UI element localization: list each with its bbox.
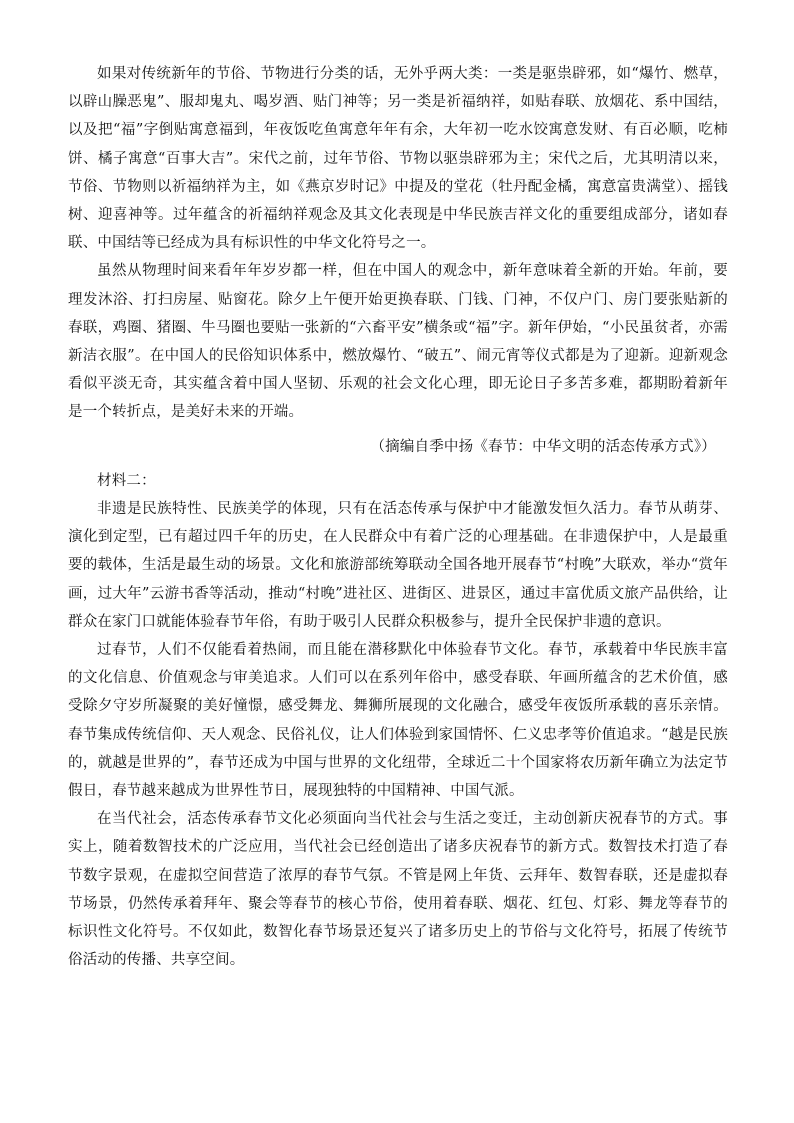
material2-paragraph-3: 在当代社会，活态传承春节文化必须面向当代社会与生活之变迁，主动创新庆祝春节的方式。事实上，随着数智技术的广泛应用，当代社会已经创造出了诸多庆祝春节的新方式。数智技术打造了春节数字景观，在虚拟空间营造了浓厚的春节气氛。不管是网上年货、云拜年、数智春联，还是虚拟春节场景，仍然传承着拜年、聚会等春节的核心节俗，使用着春联、烟花、红包、灯彩、舞龙等春节的标识性文化符号。不仅如此，数智化春节场景还复兴了诸多历史上的节俗与文化符号，拓展了传统节俗活动的传播、共享空间。 (68, 811, 728, 969)
material1-paragraph-1: 如果对传统新年的节俗、节物进行分类的话，无外乎两大类：一类是驱祟辟邪，如“爆竹、燃草，以辟山臊恶鬼”、服却鬼丸、喝岁酒、贴门神等；另一类是祈福纳祥，如贴春联、放烟花、系中国结，以及把“福”字倒贴寓意福到，年夜饭吃鱼寓意年年有余，大年初一吃水饺寓意发财、有百必顺，吃柿饼、橘子寓意“百事大吉”。宋代之前，过年节俗、节物以驱祟辟邪为主；宋代之后，尤其明清以来，节俗、节物则以祈福纳祥为主，如《燕京岁时记》中提及的堂花（牡丹配金橘，寓意富贵满堂）、摇钱树、迎喜神等。过年蕴含的祈福纳祥观念及其文化表现是中华民族吉祥文化的重要组成部分，诸如春联、中国结等已经成为具有标识性的中华文化符号之一。 (68, 66, 728, 252)
material1-source-citation: （摘编自季中扬《春节：中华文明的活态传承方式》） (370, 438, 716, 455)
material2-paragraph-2: 过春节，人们不仅能看着热闹，而且能在潜移默化中体验春节文化。春节，承载着中华民族丰富的文化信息、价值观念与审美追求。人们可以在系列年俗中，感受春联、年画所蕴含的艺术价值，感受除夕守岁所凝聚的美好憧憬，感受舞龙、舞狮所展现的文化融合，感受年夜饭所承载的喜乐亲情。春节集成传统信仰、天人观念、民俗礼仪，让人们体验到家国情怀、仁义忠孝等价值追求。“越是民族的，就越是世界的”，春节还成为中国与世界的文化纽带，全球近二十个国家将农历新年确立为法定节假日，春节越来越成为世界性节日，展现独特的中国精神、中国气派。 (68, 642, 728, 800)
material2-paragraph-1: 非遗是民族特性、民族美学的体现，只有在活态传承与保护中才能激发恒久活力。春节从萌芽、演化到定型，已有超过四千年的历史，在人民群众中有着广泛的心理基础。在非遗保护中，人是最重要的载体，生活是最生动的场景。文化和旅游部统筹联动全国各地开展春节“村晚”大联欢，举办“赏年画，过大年”云游书香等活动，推动“村晚”进社区、进街区、进景区，通过丰富优质文旅产品供给，让群众在家门口就能体验春节年俗，有助于吸引人民群众积极参与，提升全民保护非遗的意识。 (68, 501, 728, 630)
document-body (68, 60, 728, 975)
material2-heading: 材料二： (97, 472, 156, 489)
material1-paragraph-2: 虽然从物理时间来看年年岁岁都一样，但在中国人的观念中，新年意味着全新的开始。年前，要理发沐浴、打扫房屋、贴窗花。除夕上午便开始更换春联、门钱、门神，不仅户门、房门要张贴新的春联，鸡圈、猪圈、牛马圈也要贴一张新的“六畜平安”横条或“福”字。新年伊始，“小民虽贫者，亦需新洁衣服”。在中国人的民俗知识体系中，燃放爆竹、“破五”、闹元宵等仪式都是为了迎新。迎新观念看似平淡无奇，其实蕴含着中国人坚韧、乐观的社会文化心理，即无论日子多苦多难，都期盼着新年是一个转折点，是美好未来的开端。 (68, 263, 728, 421)
